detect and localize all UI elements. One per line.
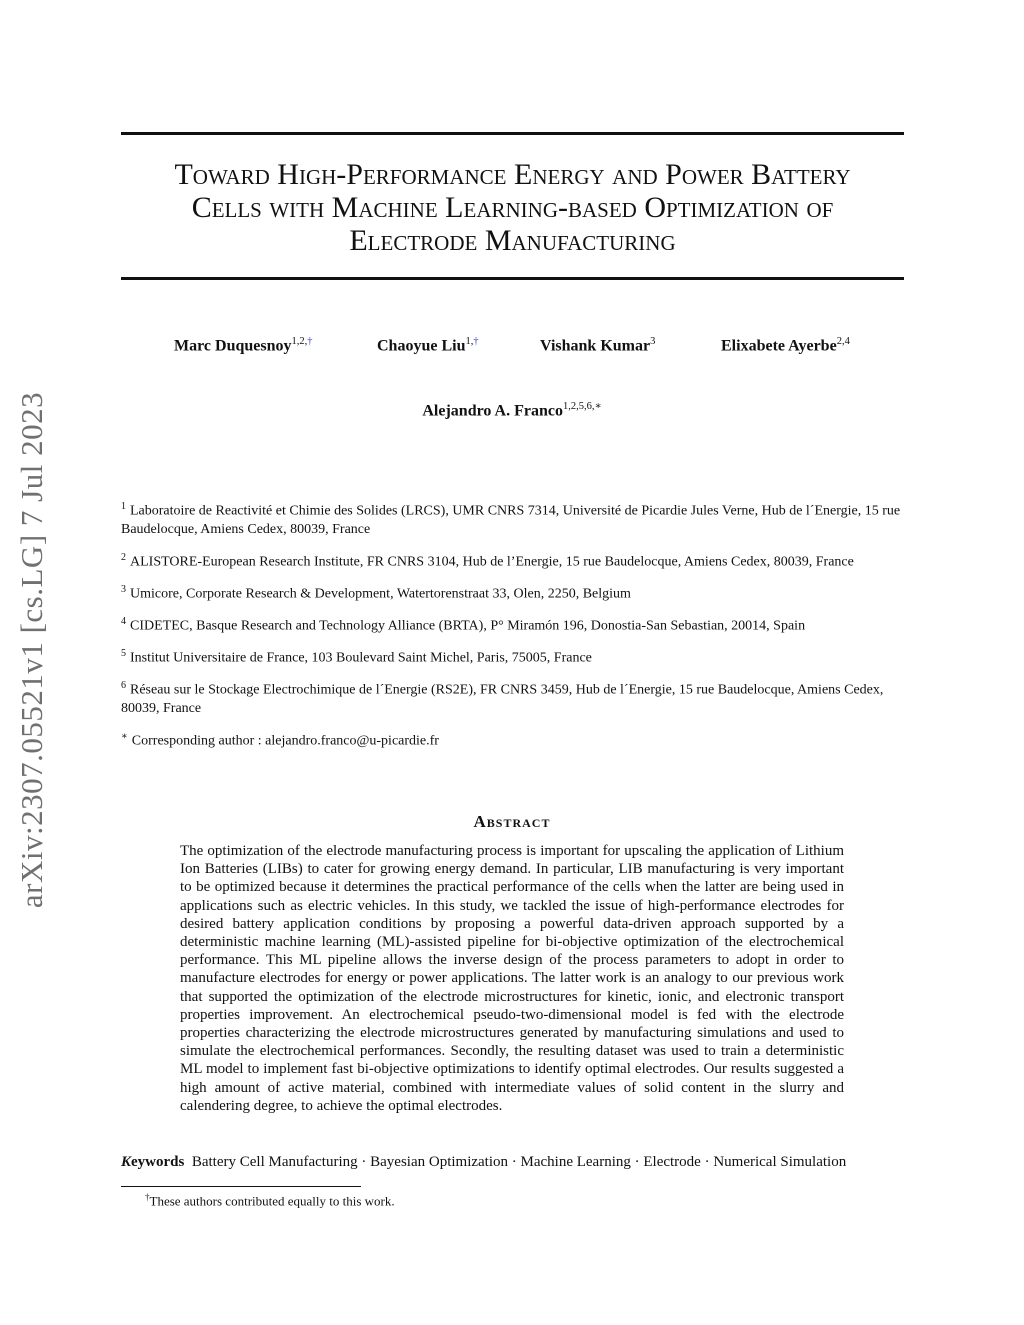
affiliation: $^2$ ALISTORE-European Research Institute, FR CNRS 3104, Hub de l’Energie, 15 rue Baudelocque, Amiens Cedex, 80039, France bbox=[121, 551, 854, 570]
author-list bbox=[121, 336, 904, 364]
title-rule-bottom bbox=[121, 277, 904, 280]
title-line: Electrode Manufacturing bbox=[349, 224, 676, 257]
title-line: Cells with Machine Learning-based Optimization of bbox=[191, 191, 834, 224]
abstract-text: The optimization of the electrode manufacturing process is important for upscaling the application of Lithium Ion Batteries (LIBs) to cater for growing energy demand. In particular, LIB manufacturing is very important to be optimized because it determines the practical performance of the cells when the latter are being used in applications such as electric vehicles. In this study, we tackled the issue of high-performance electrodes for desired battery application conditions by proposing a powerful data-driven approach supported by a deterministic machine learning (ML)-assisted pipeline for bi-objective optimization of the electrochemical performance. This ML pipeline allows the inverse design of the process parameters to adopt in order to manufacture electrodes for energy or power applications. The latter work is an analogy to our previous work that supported the optimization of the electrode microstructures for kinetic, ionic, and electronic transport properties improvement. An electrochemical pseudo-two-dimensional model is fed with the electrode properties characterizing the electrode microstructures generated by manufacturing simulations and used to simulate the electrochemical performances. Secondly, the resulting dataset was used to train a deterministic ML model to implement fast bi-objective optimizations to identify optimal electrodes. Our results suggested a high amount of active material, combined with intermediate values of solid content in the slurry and calendering degree, to achieve the optimal electrodes. bbox=[180, 843, 844, 1114]
affiliation: $^6$ Réseau sur le Stockage Electrochimique de l´Energie (RS2E), FR CNRS 3459, Hub de l´Energie, 15 rue Baudelocque, Amiens Cedex, 80039, France bbox=[121, 680, 884, 717]
author: Marc Duquesnoy$^{1,2,\dagger}$ bbox=[174, 336, 313, 355]
keywords-text: Battery Cell Manufacturing · Bayesian Optimization · Machine Learning · Electrode · Numerical Simulation bbox=[191, 1154, 847, 1170]
footnote-rule bbox=[121, 1186, 361, 1187]
author: Elixabete Ayerbe$^{2,4}$ bbox=[721, 336, 850, 355]
affiliation: $^4$ CIDETEC, Basque Research and Technology Alliance (BRTA), P° Miramón 196, Donostia-San Sebastian, 20014, Spain bbox=[121, 615, 806, 634]
footnote: †These authors contributed equally to this work. bbox=[145, 1192, 395, 1209]
keywords-label: Keywords bbox=[121, 1154, 185, 1170]
title-rule-top bbox=[121, 132, 904, 135]
affiliation: $^5$ Institut Universitaire de France, 103 Boulevard Saint Michel, Paris, 75005, France bbox=[121, 648, 592, 666]
affiliation-list bbox=[121, 498, 906, 760]
abstract-heading: Abstract bbox=[473, 812, 551, 831]
author: Vishank Kumar$^3$ bbox=[540, 336, 656, 355]
author: Alejandro A. Franco$^{1,2,5,6,∗}$ bbox=[422, 401, 602, 420]
affiliation: ∗ Corresponding author : alejandro.franco@u-picardie.fr bbox=[121, 730, 439, 749]
arxiv-identifier: arXiv:2307.05521v1 [cs.LG] 7 Jul 2023 bbox=[14, 391, 49, 909]
title-line: Toward High-Performance Energy and Power Battery bbox=[174, 158, 851, 191]
keywords bbox=[121, 1154, 906, 1171]
affiliation: $^1$ Laboratoire de Reactivité et Chimie des Solides (LRCS), UMR CNRS 7314, Université de Picardie Jules Verne, Hub de l´Energie, 15 rue Baudelocque, Amiens Cedex, 80039, France bbox=[121, 501, 901, 538]
paper-title bbox=[121, 158, 904, 257]
author: Chaoyue Liu$^{1,\dagger}$ bbox=[377, 336, 479, 355]
affiliation: $^3$ Umicore, Corporate Research & Development, Watertorenstraat 33, Olen, 2250, Belgium bbox=[121, 583, 631, 602]
